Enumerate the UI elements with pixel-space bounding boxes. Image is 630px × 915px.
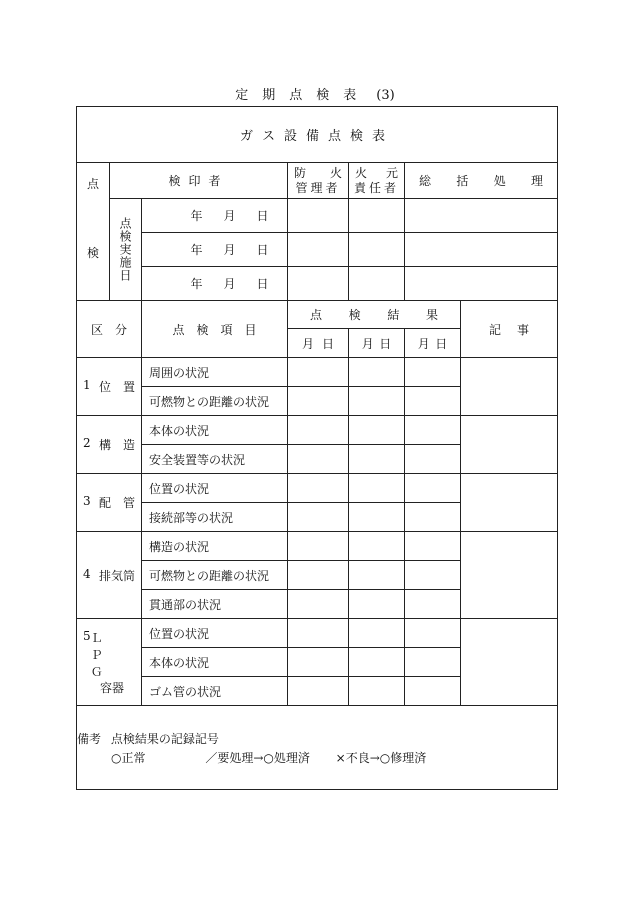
notes-legend-title: 点検結果の記録記号 xyxy=(110,731,219,746)
item-row: 構造の状況 xyxy=(142,532,288,561)
result-cell[interactable] xyxy=(405,648,461,677)
result-cell[interactable] xyxy=(288,619,349,648)
result-cell[interactable] xyxy=(405,619,461,648)
symbol-needs-action: ／要処理→○処理済 xyxy=(205,750,310,765)
result-cell[interactable] xyxy=(405,503,461,532)
result-cell[interactable] xyxy=(349,445,405,474)
remarks-cell[interactable] xyxy=(461,532,558,619)
result-cell[interactable] xyxy=(349,416,405,445)
result-cell[interactable] xyxy=(349,561,405,590)
result-cell[interactable] xyxy=(288,503,349,532)
result-cell[interactable] xyxy=(288,561,349,590)
result-cell[interactable] xyxy=(349,532,405,561)
item-row: 周囲の状況 xyxy=(142,358,288,387)
date-cell-1[interactable]: 年 月 日 xyxy=(142,199,288,233)
result-cell[interactable] xyxy=(405,474,461,503)
result-date-1[interactable]: 月 日 xyxy=(288,329,349,358)
fire-manager-header: 防 火 管理者 xyxy=(288,163,349,199)
fire-manager-seal-3[interactable] xyxy=(288,267,349,301)
summary-cell-3[interactable] xyxy=(405,267,558,301)
result-cell[interactable] xyxy=(349,503,405,532)
date-cell-3[interactable]: 年 月 日 xyxy=(142,267,288,301)
result-cell[interactable] xyxy=(349,619,405,648)
summary-header: 総 括 処 理 xyxy=(405,163,558,199)
tenken-char-2: 検 xyxy=(86,246,99,260)
result-cell[interactable] xyxy=(288,590,349,619)
form-title: ガス設備点検表 xyxy=(240,129,395,144)
inspector-label: 検印者 xyxy=(110,163,288,199)
result-cell[interactable] xyxy=(405,590,461,619)
form-title-cell xyxy=(77,107,558,163)
result-cell[interactable] xyxy=(349,474,405,503)
result-cell[interactable] xyxy=(288,648,349,677)
date-cell-2[interactable]: 年 月 日 xyxy=(142,233,288,267)
item-row: 可燃物との距離の状況 xyxy=(142,387,288,416)
section-4-category: 4 排気筒 xyxy=(77,532,142,619)
date-vertical-label: 点検実施日 xyxy=(110,199,142,301)
result-cell[interactable] xyxy=(349,387,405,416)
section-3-category: 3 配 管 xyxy=(77,474,142,532)
category-header: 区 分 xyxy=(77,301,142,358)
result-cell[interactable] xyxy=(405,416,461,445)
page-title-text: 定期点検表 xyxy=(235,88,371,103)
remarks-cell[interactable] xyxy=(461,619,558,706)
result-date-3[interactable]: 月 日 xyxy=(405,329,461,358)
item-row: 本体の状況 xyxy=(142,648,288,677)
result-cell[interactable] xyxy=(405,561,461,590)
inspection-form xyxy=(76,106,558,790)
fire-source-seal-3[interactable] xyxy=(349,267,405,301)
result-cell[interactable] xyxy=(405,358,461,387)
result-cell[interactable] xyxy=(288,532,349,561)
section-2-category: 2 構 造 xyxy=(77,416,142,474)
page-number: (3) xyxy=(376,88,395,103)
result-cell[interactable] xyxy=(349,648,405,677)
item-row: 貫通部の状況 xyxy=(142,590,288,619)
summary-cell-2[interactable] xyxy=(405,233,558,267)
symbol-normal: ○正常 xyxy=(111,750,146,765)
fire-source-seal-1[interactable] xyxy=(349,199,405,233)
section-5-category: 5 Ｌ Ｐ Ｇ 容器 xyxy=(77,619,142,706)
tenken-char-1: 点 xyxy=(86,177,99,191)
item-row: 位置の状況 xyxy=(142,474,288,503)
item-row: 位置の状況 xyxy=(142,619,288,648)
remarks-header: 記 事 xyxy=(461,301,558,358)
result-cell[interactable] xyxy=(349,358,405,387)
item-row: 接続部等の状況 xyxy=(142,503,288,532)
result-cell[interactable] xyxy=(349,677,405,706)
result-date-2[interactable]: 月 日 xyxy=(349,329,405,358)
fire-source-header: 火 元 責任者 xyxy=(349,163,405,199)
fire-source-seal-2[interactable] xyxy=(349,233,405,267)
notes-label: 備考 xyxy=(77,731,102,746)
result-cell[interactable] xyxy=(405,445,461,474)
notes-cell[interactable] xyxy=(77,706,558,790)
result-cell[interactable] xyxy=(405,387,461,416)
result-cell[interactable] xyxy=(288,358,349,387)
item-row: 安全装置等の状況 xyxy=(142,445,288,474)
page-title xyxy=(0,84,630,103)
result-header: 点 検 結 果 xyxy=(288,301,461,329)
item-row: 本体の状況 xyxy=(142,416,288,445)
result-cell[interactable] xyxy=(349,590,405,619)
fire-manager-seal-2[interactable] xyxy=(288,233,349,267)
tenken-label-cell xyxy=(77,163,110,301)
result-cell[interactable] xyxy=(288,445,349,474)
section-1-category: 1 位 置 xyxy=(77,358,142,416)
item-row: 可燃物との距離の状況 xyxy=(142,561,288,590)
fire-manager-seal-1[interactable] xyxy=(288,199,349,233)
remarks-cell[interactable] xyxy=(461,474,558,532)
result-cell[interactable] xyxy=(288,416,349,445)
result-cell[interactable] xyxy=(405,677,461,706)
summary-cell-1[interactable] xyxy=(405,199,558,233)
remarks-cell[interactable] xyxy=(461,416,558,474)
item-header: 点 検 項 目 xyxy=(142,301,288,358)
result-cell[interactable] xyxy=(288,474,349,503)
result-cell[interactable] xyxy=(405,532,461,561)
remarks-cell[interactable] xyxy=(461,358,558,416)
symbol-defect: ×不良→○修理済 xyxy=(335,750,427,765)
item-row: ゴム管の状況 xyxy=(142,677,288,706)
result-cell[interactable] xyxy=(288,677,349,706)
result-cell[interactable] xyxy=(288,387,349,416)
